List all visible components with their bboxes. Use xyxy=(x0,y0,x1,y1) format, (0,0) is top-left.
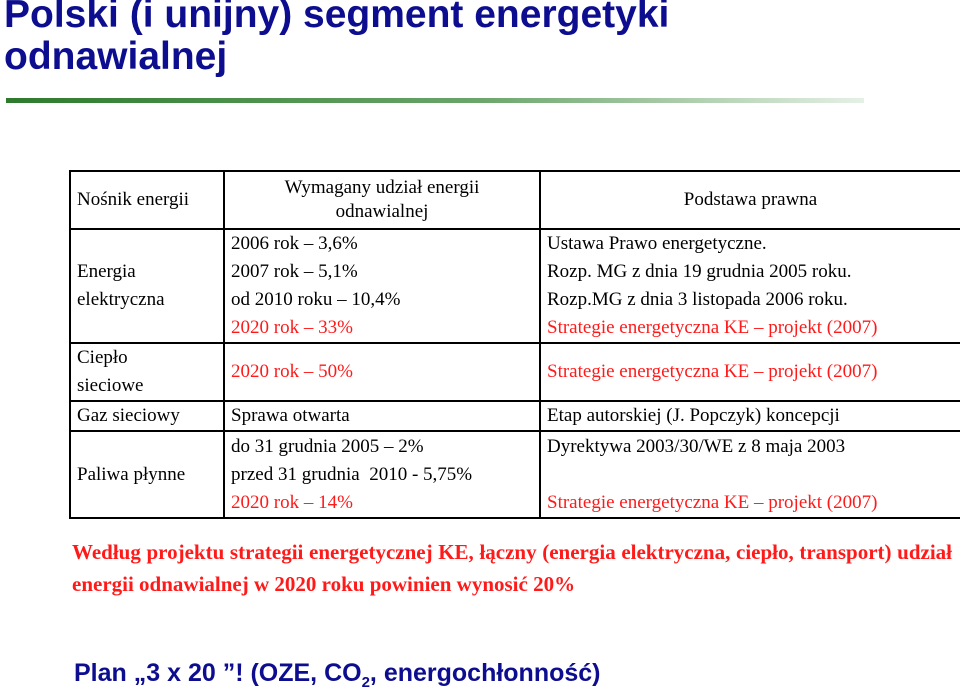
carrier-line: elektryczna xyxy=(77,289,165,310)
title-underline xyxy=(6,98,864,103)
required-line: przed 31 grudnia 2010 - 5,75% xyxy=(231,463,473,485)
legal-line: Strategie energetyczna KE – projekt (2007) xyxy=(547,317,878,338)
legal-cell xyxy=(540,229,960,343)
legal-line xyxy=(547,461,954,489)
required-cell xyxy=(224,343,540,401)
header-legal-basis: Podstawa prawna xyxy=(540,171,960,229)
title-line-1: Polski (i unijny) segment energetyki xyxy=(4,0,670,36)
table-row xyxy=(70,431,960,518)
plan-prefix: Plan „3 x 20 ”! (OZE, CO xyxy=(74,659,362,687)
legal-line: Etap autorskiej (J. Popczyk) koncepcji xyxy=(547,405,840,426)
header-required-share xyxy=(224,171,540,229)
table-row xyxy=(70,401,960,431)
carrier-cell xyxy=(70,431,224,518)
legal-cell xyxy=(540,431,960,518)
legal-line: Ustawa Prawo energetyczne. xyxy=(547,233,767,254)
table-header-row xyxy=(70,171,960,229)
legal-line: Rozp.MG z dnia 3 listopada 2006 roku. xyxy=(547,289,848,310)
legal-cell xyxy=(540,401,960,431)
header-carrier: Nośnik energii xyxy=(70,171,224,229)
slide-title xyxy=(4,0,669,78)
legal-cell xyxy=(540,343,960,401)
table-row xyxy=(70,343,960,401)
carrier-cell xyxy=(70,401,224,431)
legal-line: Rozp. MG z dnia 19 grudnia 2005 roku. xyxy=(547,261,852,282)
plan-suffix: , energochłonność) xyxy=(369,659,601,687)
carrier-line: Gaz sieciowy xyxy=(77,405,180,426)
header-required-line-2: odnawialnej xyxy=(335,201,429,222)
plan-subscript: 2 xyxy=(361,674,370,691)
carrier-line: Energia xyxy=(77,261,136,282)
required-line: Sprawa otwarta xyxy=(231,405,350,426)
header-required-line-1: Wymagany udział energii xyxy=(284,177,480,198)
legal-line: Strategie energetyczna KE – projekt (2007) xyxy=(547,361,878,382)
required-line: do 31 grudnia 2005 – 2% xyxy=(231,435,424,457)
carrier-line: sieciowe xyxy=(77,375,144,396)
required-line: 2020 rok – 14% xyxy=(231,491,353,513)
carrier-line: Ciepło xyxy=(77,347,128,368)
carrier-line: Paliwa płynne xyxy=(77,463,186,485)
legal-line: Dyrektywa 2003/30/WE z 8 maja 2003 xyxy=(547,435,846,457)
title-line-2: odnawialnej xyxy=(4,35,228,78)
table-row xyxy=(70,229,960,343)
required-cell xyxy=(224,401,540,431)
required-cell xyxy=(224,229,540,343)
required-line: 2006 rok – 3,6% xyxy=(231,233,358,254)
required-line: 2007 rok – 5,1% xyxy=(231,261,358,282)
required-cell xyxy=(224,431,540,518)
carrier-cell xyxy=(70,343,224,401)
legal-line: Strategie energetyczna KE – projekt (2007) xyxy=(547,491,878,513)
renewable-energy-table xyxy=(69,170,960,519)
required-line: od 2010 roku – 10,4% xyxy=(231,289,401,310)
strategy-note: Według projektu strategii energetycznej KE, łączny (energia elektryczna, ciepło, transport) udział energii odnawialnej w 2020 roku powinien wynosić 20% xyxy=(72,540,952,596)
plan-statement xyxy=(74,656,601,690)
carrier-cell xyxy=(70,229,224,343)
required-line: 2020 rok – 50% xyxy=(231,361,353,382)
required-line: 2020 rok – 33% xyxy=(231,317,353,338)
